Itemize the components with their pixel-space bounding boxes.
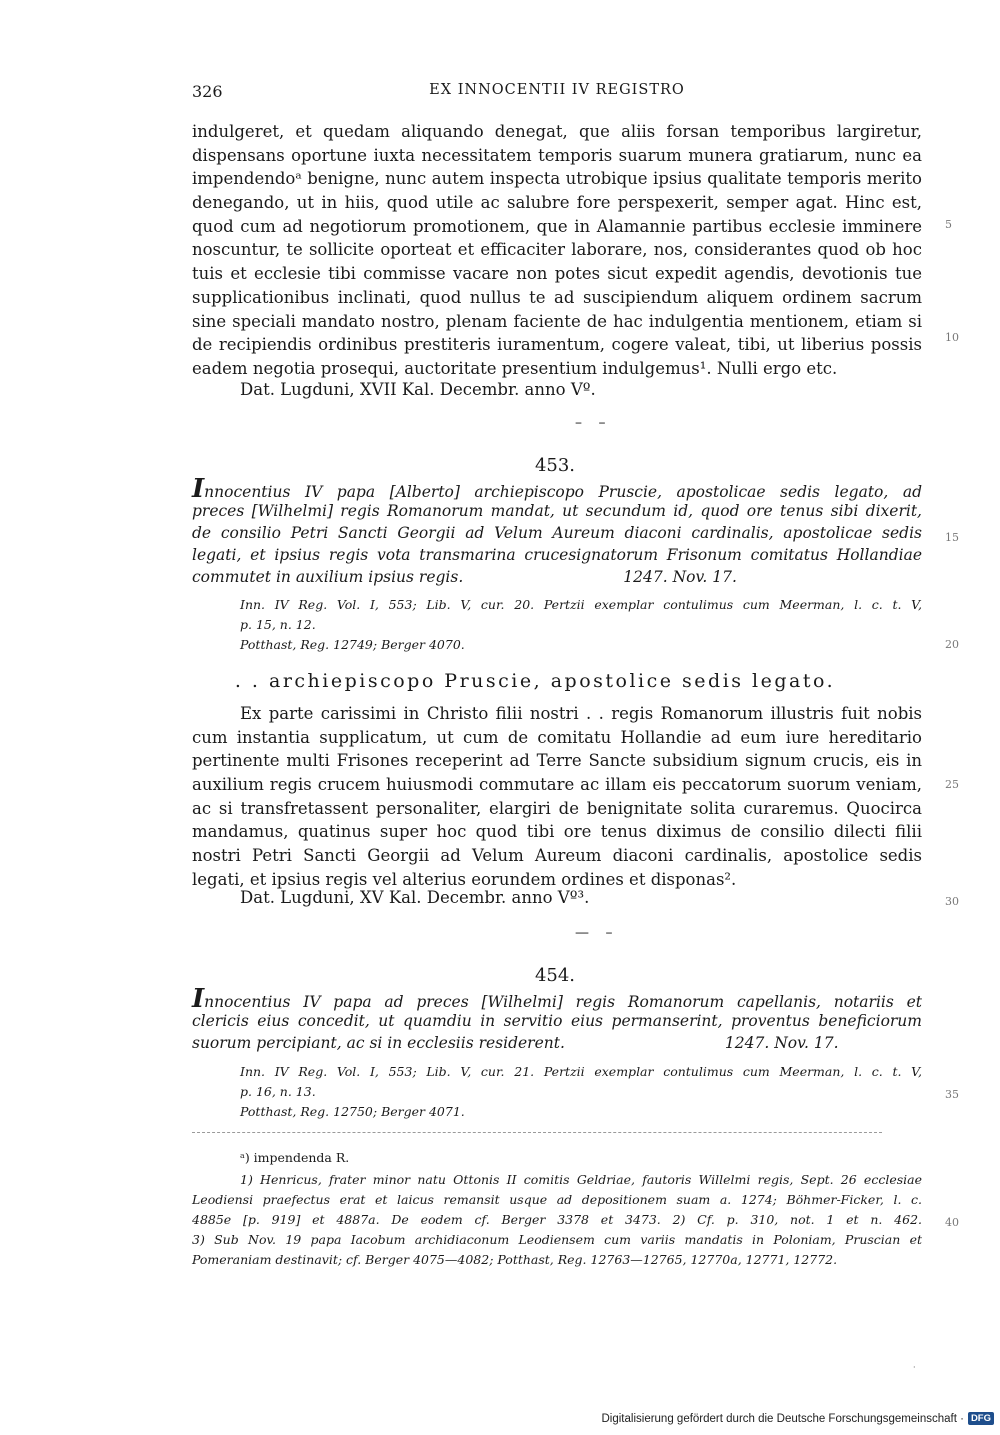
margin-line-number: 20 — [945, 638, 959, 651]
text-line: impendendoᵃ benigne, nunc autem inspecta utrobique ipsius qualitate temporis merito — [192, 169, 922, 189]
margin-line-number: 35 — [945, 1088, 959, 1101]
dating-clause: Dat. Lugduni, XV Kal. Decembr. anno Vº³. — [240, 888, 590, 907]
regest-line: de consilio Petri Sancti Georgii ad Velum Aureum diaconi cardinalis, apostolicae sedis — [192, 524, 922, 542]
footnote-line: 4885e [p. 919] et 4887a. De eodem cf. Berger 3378 et 3473. 2) Cf. p. 310, not. 1 et n. 462. — [192, 1212, 922, 1227]
text-line: ac si transfretassent personaliter, elargiri de benignitate solita curaremus. Quocirca — [192, 798, 922, 818]
margin-line-number: 25 — [945, 778, 959, 791]
regest — [192, 984, 922, 1054]
text-line: eadem negotia prosequi, auctoritate presentium indulgemus¹. Nulli ergo etc. — [192, 358, 838, 378]
source-line: Inn. IV Reg. Vol. I, 553; Lib. V, cur. 21. Pertzii exemplar contulimus cum Meerman, l. c. t. V, — [240, 1064, 922, 1079]
regest-line: Innocentius IV papa ad preces [Wilhelmi] regis Romanorum capellanis, notariis et — [192, 984, 922, 1014]
footnote-line: Leodiensi praefectus erat et laicus remansit usque ad depositionem suam a. 1274; Böhmer-Ficker, l. c. — [192, 1192, 922, 1207]
credit-text: Digitalisierung gefördert durch die Deutsche Forschungsgemeinschaft · — [601, 1412, 964, 1425]
text-line: denegando, ut in hiis, quod utile ac salubre fore perspexerit, semper agat. Hinc est, — [192, 193, 922, 213]
potthast-reference: Potthast, Reg. 12749; Berger 4070. — [240, 637, 465, 652]
text-line: cum instantia supplicatum, ut cum de comitatu Hollandie ad eum iure hereditario — [192, 727, 922, 747]
margin-line-number: 10 — [945, 331, 959, 344]
potthast-reference: Potthast, Reg. 12750; Berger 4071. — [240, 1104, 465, 1119]
footnote-line: 3) Sub Nov. 19 papa Iacobum archidiaconum Leodiensem cum variis mandatis in Poloniam, Pruscian et — [192, 1232, 922, 1247]
regest-date: 1247. Nov. 17. — [724, 1034, 839, 1052]
text-line: Ex parte carissimi in Christo filii nostri . . regis Romanorum illustris fuit nobis — [240, 704, 922, 723]
footnotes — [192, 1170, 922, 1270]
letter-text — [192, 702, 922, 892]
source-line: p. 16, n. 13. — [240, 1084, 316, 1099]
text-line: nostri Petri Sancti Georgii ad Velum Aureum diaconi cardinalis, apostolice sedis — [192, 846, 922, 866]
address-line: . . archiepiscopo Pruscie, apostolice sedis legato. — [234, 670, 836, 692]
document-number: 454. — [534, 965, 576, 986]
text-line: sine speciali mandato nostro, plenam faciente de hac indulgentia mentionem, etiam si — [192, 311, 922, 331]
text-line: quod cum ad negotiorum promotionem, que in Alamannie partibus ecclesie imminere — [192, 216, 922, 236]
initial-letter: I — [192, 474, 205, 504]
text-line: auxilium regis crucem huiusmodi commutare ac illam eis peccatorum suorum veniam, — [192, 775, 922, 795]
source-line: p. 15, n. 12. — [240, 617, 316, 632]
text-line: legati, et ipsius regis vel alterius eorundem ordines et disponas². — [192, 869, 737, 889]
regest-line: Innocentius IV papa [Alberto] archiepiscopo Pruscie, apostolicae sedis legato, ad — [192, 474, 922, 504]
text-line: noscuntur, te sollicite oporteat et efficaciter laborare, nos, considerantes quod ob hoc — [192, 240, 922, 260]
margin-line-number: 5 — [945, 218, 952, 231]
footnote-line: 1) Henricus, frater minor natu Ottonis II comitis Geldriae, fautoris Willelmi regis, Sept. 26 ecclesiae — [240, 1172, 922, 1187]
regest-date: 1247. Nov. 17. — [623, 568, 737, 586]
regest-line: legati, et ipsius regis vota transmarina crucesignatorum Frisonum comitatus Hollandiae — [192, 546, 922, 564]
running-title: EX INNOCENTII IV REGISTRO — [429, 82, 685, 98]
text-line: supplicationibus inclinati, quod nullus te ad suscipiendum aliquem ordinem sacrum — [192, 287, 922, 307]
margin-line-number: 30 — [945, 895, 959, 908]
intro-paragraph — [192, 120, 922, 381]
page-number: 326 — [192, 82, 223, 101]
footnote-rule — [192, 1132, 882, 1133]
initial-letter: I — [192, 984, 205, 1014]
source-reference — [240, 595, 922, 635]
document-number: 453. — [534, 455, 576, 476]
footnote-a: ᵃ) impendenda R. — [240, 1150, 350, 1165]
page-header — [192, 82, 922, 104]
footnote-line: Pomeraniam destinavit; cf. Berger 4075—4082; Potthast, Reg. 12763—12765, 12770a, 12771, 12772. — [192, 1252, 838, 1267]
digitization-credit[interactable] — [602, 1412, 995, 1425]
source-line: Inn. IV Reg. Vol. I, 553; Lib. V, cur. 20. Pertzii exemplar contulimus cum Meerman, l. c. t. V, — [240, 597, 922, 612]
separator: — – — [575, 925, 619, 941]
regest — [192, 474, 922, 588]
separator: – – — [575, 415, 612, 431]
source-reference — [240, 1062, 922, 1102]
text-line: pertinente multi Frisones receperint ad Terre Sancte subsidium signum crucis, eis in — [192, 751, 922, 771]
text-line: mandamus, quatinus super hoc quod tibi ore tenus diximus de consilio dilecti filii — [192, 822, 922, 842]
regest-line: suorum percipiant, ac si in ecclesiis residerent. 1247. Nov. 17. — [192, 1034, 839, 1052]
dating-clause: Dat. Lugduni, XVII Kal. Decembr. anno Vº. — [240, 380, 596, 399]
regest-line: commutet in auxilium ipsius regis. 1247. Nov. 17. — [192, 568, 737, 586]
dfg-logo-icon: DFG — [968, 1412, 994, 1425]
margin-line-number: 40 — [945, 1216, 959, 1229]
text-line: dispensans oportune iuxta necessitatem temporis suarum munera gratiarum, nunc ea — [192, 145, 922, 165]
page-mark: · — [913, 1363, 916, 1372]
text-line: indulgeret, et quedam aliquando denegat, que aliis forsan temporibus largiretur, — [192, 122, 922, 141]
text-line: de recipiendis ordinibus prestiteris iuramentum, cogere valeat, tibi, ut liberius possis — [192, 335, 922, 355]
text-line: tuis et ecclesie tibi commisse vacare non potes sicut expedit agendis, devotionis tue — [192, 264, 922, 284]
margin-line-number: 15 — [945, 531, 959, 544]
regest-line: preces [Wilhelmi] regis Romanorum mandat, ut secundum id, quod ore tenus sibi dixerit, — [192, 502, 922, 520]
regest-line: clericis eius concedit, ut quamdiu in servitio eius permanserint, proventus beneficiorum — [192, 1012, 922, 1030]
